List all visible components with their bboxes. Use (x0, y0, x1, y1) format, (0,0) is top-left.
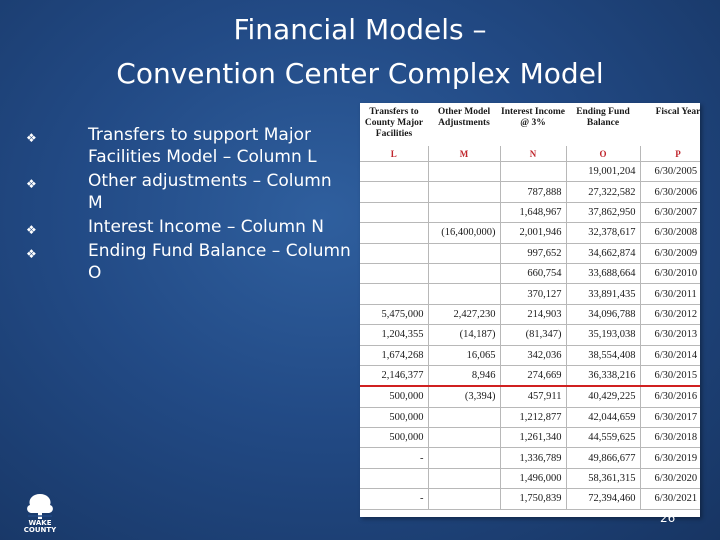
table-cell: 6/30/2021 (640, 489, 700, 509)
column-letter: M (428, 146, 500, 162)
table-cell (500, 162, 566, 182)
table-cell: (16,400,000) (428, 223, 500, 243)
table-cell: 457,911 (500, 386, 566, 407)
bullet-list (26, 124, 351, 286)
table-cell: 1,261,340 (500, 428, 566, 448)
table-cell: 6/30/2018 (640, 428, 700, 448)
table-cell: 2,427,230 (428, 304, 500, 324)
table-cell (360, 182, 428, 202)
table-row (360, 345, 700, 365)
bullet-text: Ending Fund Balance – Column O (88, 241, 351, 283)
table-row (360, 304, 700, 324)
table-cell: 33,891,435 (566, 284, 640, 304)
column-letter: P (640, 146, 700, 162)
table-cell: 19,001,204 (566, 162, 640, 182)
table-row (360, 407, 700, 427)
table-row (360, 428, 700, 448)
table-row (360, 182, 700, 202)
diamond-bullet-icon: ❖ (26, 131, 37, 145)
table-header-row (360, 103, 700, 146)
bullet-item (26, 216, 351, 238)
table-cell: 1,212,877 (500, 407, 566, 427)
financial-table (360, 103, 700, 510)
page-number: 26 (660, 511, 676, 525)
table-cell: 49,866,677 (566, 448, 640, 468)
table-cell: 1,204,355 (360, 325, 428, 345)
table-row (360, 284, 700, 304)
logo-text-wake: WAKE (28, 519, 52, 527)
bullet-item (26, 240, 351, 284)
table-cell (360, 202, 428, 222)
table-cell: 1,336,789 (500, 448, 566, 468)
column-letter: N (500, 146, 566, 162)
column-letter-row (360, 146, 700, 162)
table-cell (428, 202, 500, 222)
table-cell: 42,044,659 (566, 407, 640, 427)
table-cell: 6/30/2011 (640, 284, 700, 304)
table-cell (428, 243, 500, 263)
bullet-item (26, 170, 351, 214)
table-cell: 1,648,967 (500, 202, 566, 222)
table-cell (360, 284, 428, 304)
table-cell: 500,000 (360, 428, 428, 448)
column-header: Interest Income @ 3% (501, 107, 565, 128)
table-cell: 34,096,788 (566, 304, 640, 324)
table-cell: 370,127 (500, 284, 566, 304)
table-cell (428, 468, 500, 488)
table-cell: 32,378,617 (566, 223, 640, 243)
table-row (360, 448, 700, 468)
diamond-bullet-icon: ❖ (26, 223, 37, 237)
table-cell: 997,652 (500, 243, 566, 263)
table-cell (428, 407, 500, 427)
column-header: Fiscal Year (655, 107, 700, 117)
title-line-2: Convention Center Complex Model (116, 57, 604, 90)
table-cell: 40,429,225 (566, 386, 640, 407)
table-cell: 58,361,315 (566, 468, 640, 488)
table-cell: 6/30/2013 (640, 325, 700, 345)
table-row (360, 386, 700, 407)
table-cell: 44,559,625 (566, 428, 640, 448)
bullet-item (26, 124, 351, 168)
bullet-text: Transfers to support Major Facilities Model – Column L (88, 125, 317, 167)
slide-title (0, 8, 720, 96)
table-cell: 6/30/2020 (640, 468, 700, 488)
table-cell: 6/30/2009 (640, 243, 700, 263)
table-cell (360, 162, 428, 182)
table-cell: 2,001,946 (500, 223, 566, 243)
bullet-text: Other adjustments – Column M (88, 171, 332, 213)
table-row (360, 223, 700, 243)
table-cell (360, 223, 428, 243)
table-cell: 1,750,839 (500, 489, 566, 509)
table-cell: 6/30/2012 (640, 304, 700, 324)
table-cell (428, 182, 500, 202)
table-cell: 27,322,582 (566, 182, 640, 202)
table-cell (428, 448, 500, 468)
table-cell: - (360, 448, 428, 468)
logo-text-county: COUNTY (23, 526, 57, 534)
financial-table-image (360, 103, 700, 517)
table-row (360, 468, 700, 488)
table-cell: 36,338,216 (566, 365, 640, 386)
table-cell: 342,036 (500, 345, 566, 365)
diamond-bullet-icon: ❖ (26, 247, 37, 261)
table-cell: 6/30/2010 (640, 263, 700, 283)
table-cell (360, 243, 428, 263)
table-row (360, 202, 700, 222)
table-cell: (81,347) (500, 325, 566, 345)
table-cell: 6/30/2014 (640, 345, 700, 365)
table-cell: 6/30/2007 (640, 202, 700, 222)
table-cell: 72,394,460 (566, 489, 640, 509)
table-cell: 787,888 (500, 182, 566, 202)
table-cell: 6/30/2019 (640, 448, 700, 468)
table-cell: 1,496,000 (500, 468, 566, 488)
diamond-bullet-icon: ❖ (26, 177, 37, 191)
table-body (360, 146, 700, 509)
table-cell: 35,193,038 (566, 325, 640, 345)
column-header: Other Model Adjustments (437, 107, 491, 128)
bullet-text: Interest Income – Column N (88, 217, 324, 237)
table-cell: 5,475,000 (360, 304, 428, 324)
column-header: Transfers to County Major Facilities (364, 107, 424, 139)
table-cell: 6/30/2015 (640, 365, 700, 386)
column-letter: L (360, 146, 428, 162)
table-row (360, 162, 700, 182)
table-cell: 33,688,664 (566, 263, 640, 283)
wake-county-logo (22, 492, 58, 536)
table-cell (428, 263, 500, 283)
table-cell: 16,065 (428, 345, 500, 365)
oak-tree-icon (22, 492, 58, 520)
table-cell (428, 284, 500, 304)
table-cell: (14,187) (428, 325, 500, 345)
table-cell: 6/30/2017 (640, 407, 700, 427)
table-cell: 500,000 (360, 407, 428, 427)
table-cell: 38,554,408 (566, 345, 640, 365)
table-row (360, 263, 700, 283)
table-cell: 1,674,268 (360, 345, 428, 365)
title-line-1: Financial Models – (233, 13, 487, 46)
table-cell: 8,946 (428, 365, 500, 386)
table-cell: 6/30/2005 (640, 162, 700, 182)
table-cell: (3,394) (428, 386, 500, 407)
table-row (360, 243, 700, 263)
table-cell: - (360, 489, 428, 509)
table-cell: 6/30/2006 (640, 182, 700, 202)
table-row (360, 325, 700, 345)
column-header: Ending Fund Balance (576, 107, 630, 128)
table-cell: 660,754 (500, 263, 566, 283)
table-cell (428, 428, 500, 448)
table-cell (428, 489, 500, 509)
table-row (360, 489, 700, 509)
table-cell: 37,862,950 (566, 202, 640, 222)
table-cell (428, 162, 500, 182)
table-cell (360, 263, 428, 283)
table-cell: 6/30/2008 (640, 223, 700, 243)
table-cell: 2,146,377 (360, 365, 428, 386)
table-cell: 214,903 (500, 304, 566, 324)
table-cell (360, 468, 428, 488)
table-cell: 274,669 (500, 365, 566, 386)
table-cell: 34,662,874 (566, 243, 640, 263)
table-cell: 6/30/2016 (640, 386, 700, 407)
table-cell: 500,000 (360, 386, 428, 407)
table-row (360, 365, 700, 386)
column-letter: O (566, 146, 640, 162)
